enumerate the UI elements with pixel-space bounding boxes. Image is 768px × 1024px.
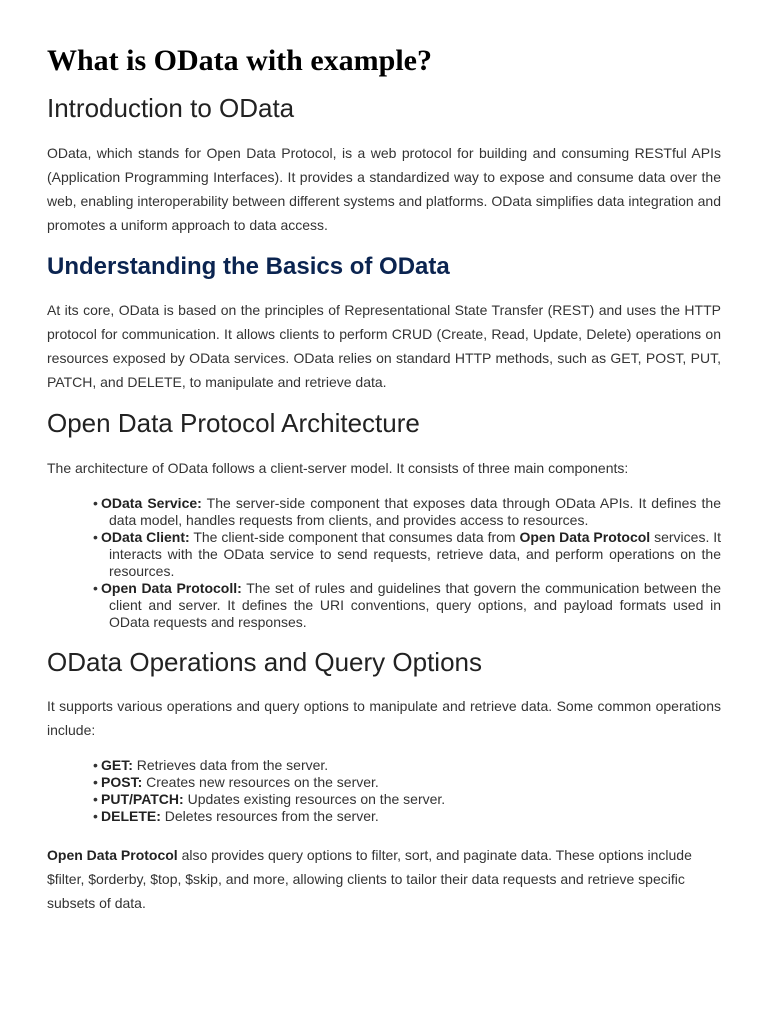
list-item-desc: The client-side component that consumes data from: [193, 529, 516, 545]
list-item-term: OData Service:: [101, 495, 202, 511]
list-item-term: PUT/PATCH:: [101, 791, 184, 807]
bullet-icon: •: [93, 808, 98, 824]
bullet-icon: •: [93, 580, 98, 596]
list-item-term: POST:: [101, 774, 143, 790]
bullet-icon: •: [93, 495, 98, 511]
list-item-desc: The set of rules and guidelines that govern the communication between the client and server. It defines the URI conventions, query options, and payload formats used in OData requests and responses.: [109, 580, 721, 630]
list-item-term: DELETE:: [101, 808, 161, 824]
closing-emphasis: Open Data Protocol: [47, 847, 178, 863]
list-item-desc: Updates existing resources on the server.: [187, 791, 446, 807]
list-item-term: Open Data Protocoll:: [101, 580, 242, 596]
intro-heading: Introduction to OData: [47, 93, 295, 123]
intro-paragraph: OData, which stands for Open Data Protocol, is a web protocol for building and consuming RESTful APIs (Application Programming Interfaces). It provides a standardized way to expose and consume data over the web, enabling interoperability between different systems and platforms. OData simplifies data integration and promotes a uniform approach to data access.: [47, 145, 721, 233]
operations-heading: OData Operations and Query Options: [47, 647, 483, 677]
list-item: [85, 808, 721, 825]
closing-text: also provides query options to filter, sort, and paginate data. These options include $filter, $orderby, $top, $skip, and more, allowing clients to tailor their data requests and retrieve specific subsets of data.: [47, 847, 692, 911]
list-item: [85, 529, 721, 580]
list-item-desc-cont: services. It interacts with the OData service to send requests, retrieve data, and perform operations on the resources.: [109, 529, 722, 579]
list-item-desc: Creates new resources on the server.: [146, 774, 379, 790]
list-item-desc: The server-side component that exposes data through OData APIs. It defines the data model, handles requests from clients, and provides access to resources.: [109, 495, 722, 528]
list-item: [85, 791, 721, 808]
basics-heading: Understanding the Basics of OData: [47, 253, 450, 280]
bullet-icon: •: [93, 774, 98, 790]
bullet-icon: •: [93, 757, 98, 773]
list-item-desc: Deletes resources from the server.: [164, 808, 379, 824]
list-item: [85, 774, 721, 791]
operations-closing: [47, 843, 721, 915]
list-item-term: OData Client:: [101, 529, 190, 545]
basics-paragraph: At its core, OData is based on the principles of Representational State Transfer (REST) and uses the HTTP protocol for communication. It allows clients to perform CRUD (Create, Read, Update, Delete) operations on resources exposed by OData services. OData relies on standard HTTP methods, such as GET, POST, PUT, PATCH, and DELETE, to manipulate and retrieve data.: [47, 302, 721, 390]
operations-intro: It supports various operations and query options to manipulate and retrieve data. Some common operations include:: [47, 698, 721, 738]
bullet-icon: •: [93, 529, 98, 545]
list-item: [85, 495, 721, 529]
list-item-term: GET:: [101, 757, 133, 773]
operations-list: [85, 757, 721, 825]
list-item: [85, 580, 721, 631]
architecture-heading: Open Data Protocol Architecture: [47, 408, 420, 438]
list-item-emphasis: Open Data Protocol: [519, 529, 651, 545]
architecture-list: [85, 495, 721, 631]
page-title: What is OData with example?: [47, 44, 432, 77]
list-item-desc: Retrieves data from the server.: [136, 757, 329, 773]
list-item: [85, 757, 721, 774]
bullet-icon: •: [93, 791, 98, 807]
architecture-intro: The architecture of OData follows a client-server model. It consists of three main components:: [47, 460, 629, 476]
